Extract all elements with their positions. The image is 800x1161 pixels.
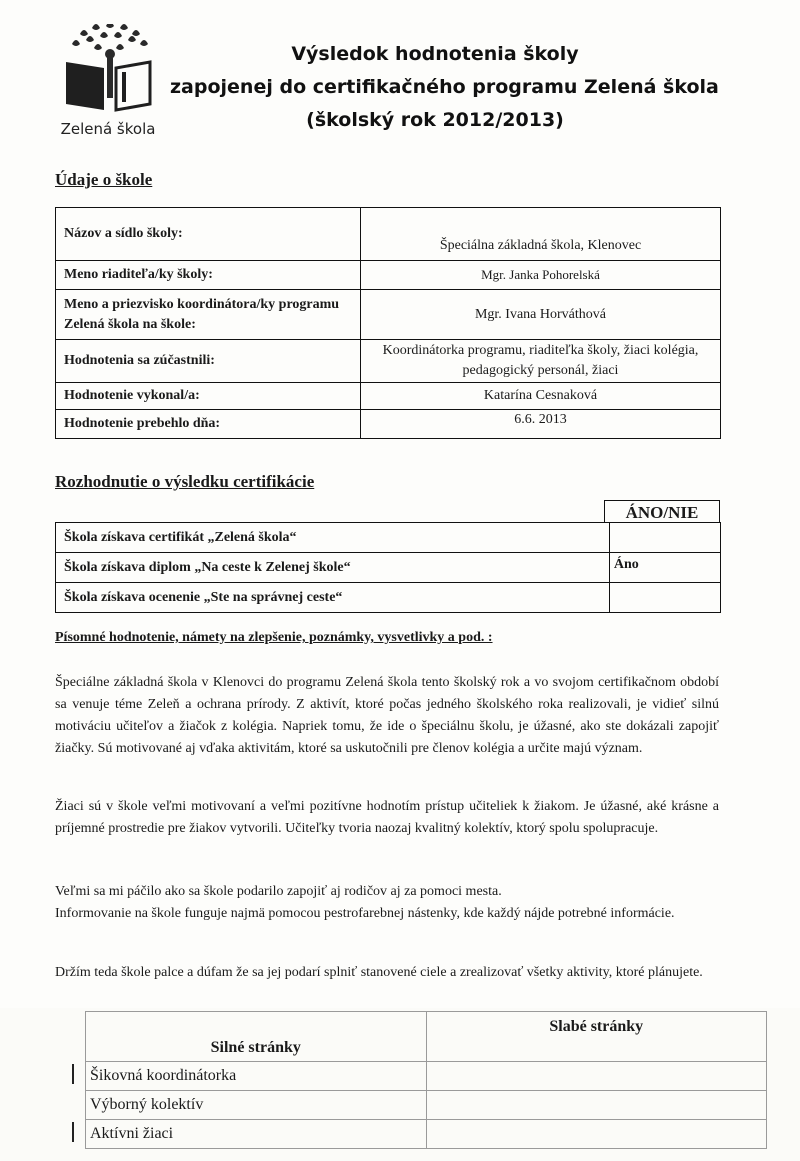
title-line: zapojenej do certifikačného programu Zelená škola (170, 76, 719, 98)
decision-table (55, 522, 721, 613)
row-value: Áno (609, 553, 720, 583)
table-row (56, 383, 721, 410)
row-label: Meno a priezvisko koordinátora/ky programu Zelená škola na škole: (56, 290, 361, 340)
yes-no-column-header: ÁNO/NIE (604, 500, 720, 522)
evaluation-paragraph: Držím teda škole palce a dúfam že sa jej podarí splniť stanovené ciele a zrealizovať všetky aktivity, ktoré plánujete. (55, 965, 703, 980)
zelena-skola-logo (58, 24, 158, 148)
table-row (56, 261, 721, 290)
document-title (170, 38, 719, 137)
table-row (56, 208, 721, 261)
strength-item: Aktívni žiaci (86, 1120, 427, 1149)
weakness-item (426, 1062, 766, 1091)
row-value: Mgr. Janka Pohorelská (360, 261, 720, 290)
row-label: Hodnotenia sa zúčastnili: (56, 340, 361, 383)
row-label: Škola získava diplom „Na ceste k Zelenej škole“ (56, 553, 610, 583)
school-info-table (55, 207, 721, 439)
table-row (86, 1091, 767, 1120)
table-row (56, 583, 721, 613)
school-info-heading: Údaje o škole (55, 170, 153, 189)
row-label: Hodnotenie vykonal/a: (56, 383, 361, 410)
strength-item: Výborný kolektív (86, 1091, 427, 1120)
evaluation-paragraph: Žiaci sú v škole veľmi motivovaní a veľmi pozitívne hodnotím prístup učiteliek k žiakom. Je úžasné, aké krásne a príjemné prostredie pre žiakov vytvorili. Učiteľky tvoria naozaj kvalitný kolektív, ktorý spolu spolupracuje. (55, 799, 719, 836)
table-row (86, 1012, 767, 1062)
row-label: Škola získava ocenenie „Ste na správnej ceste“ (56, 583, 610, 613)
tree-book-icon (58, 24, 158, 116)
table-row (56, 523, 721, 553)
table-row (86, 1120, 767, 1149)
title-line: Výsledok hodnotenia školy (291, 43, 579, 65)
decision-heading: Rozhodnutie o výsledku certifikácie (55, 472, 315, 491)
table-row (56, 553, 721, 583)
row-label: Názov a sídlo školy: (56, 208, 361, 261)
weaknesses-header: Slabé stránky (426, 1012, 766, 1062)
row-value: 6.6. 2013 (360, 410, 720, 439)
strengths-header: Silné stránky (86, 1012, 427, 1062)
evaluation-paragraph: Informovanie na škole funguje najmä pomocou pestrofarebnej nástenky, kde každý nájde potrebné informácie. (55, 906, 675, 921)
weakness-item (426, 1120, 766, 1149)
evaluation-heading: Písomné hodnotenie, námety na zlepšenie, poznámky, vysvetlivky a pod. : (55, 630, 493, 645)
row-label: Meno riaditeľa/ky školy: (56, 261, 361, 290)
row-value: Špeciálna základná škola, Klenovec (360, 208, 720, 261)
row-value (609, 583, 720, 613)
row-value: Koordinátorka programu, riaditeľka školy, žiaci kolégia, pedagogický personál, žiaci (360, 340, 720, 383)
strengths-weaknesses-table (85, 1011, 767, 1149)
weakness-item (426, 1091, 766, 1120)
strength-item: Šikovná koordinátorka (86, 1062, 427, 1091)
title-line: (školský rok 2012/2013) (306, 109, 564, 131)
evaluation-paragraph: Špeciálne základná škola v Klenovci do programu Zelená škola tento školský rok a vo svojom certifikačnom období sa venuje téme Zeleň a ochrana prírody. Z aktivít, ktoré počas jedného školského roka realizovali, je vidieť silnú motiváciu učiteľov a žiačok z kolégia. Napriek tomu, že ide o špeciálnu školu, je úžasné, ako ste dokázali zapojiť žiačky. Sú motivované aj vďaka aktivitám, ktoré sa uskutočnili pre členov kolégia a určite majú význam. (55, 675, 719, 756)
evaluation-paragraph: Veľmi sa mi páčilo ako sa škole podarilo zapojiť aj rodičov aj za pomoci mesta. (55, 884, 502, 899)
row-value: Katarína Cesnaková (360, 383, 720, 410)
logo-text: Zelená škola (60, 120, 156, 138)
row-label: Škola získava certifikát „Zelená škola“ (56, 523, 610, 553)
row-value: Mgr. Ivana Horváthová (360, 290, 720, 340)
margin-mark (72, 1064, 74, 1084)
table-row (86, 1062, 767, 1091)
row-value (609, 523, 720, 553)
row-label: Hodnotenie prebehlo dňa: (56, 410, 361, 439)
margin-mark (72, 1122, 74, 1142)
table-row (56, 340, 721, 383)
table-row (56, 290, 721, 340)
table-row (56, 410, 721, 439)
